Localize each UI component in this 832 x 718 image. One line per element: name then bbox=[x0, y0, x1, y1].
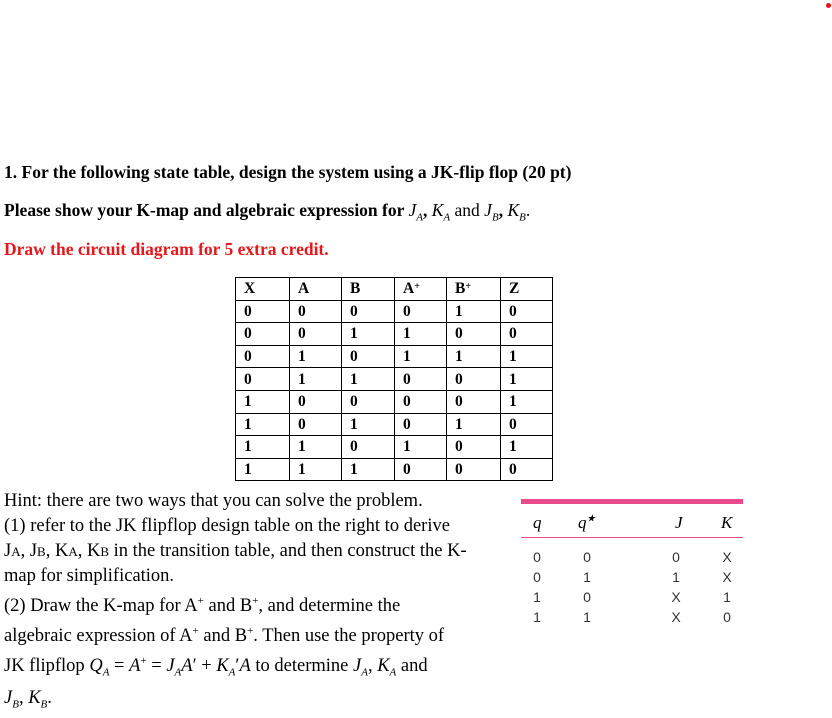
state-table-header bbox=[236, 278, 553, 301]
state-table-cell: 1 bbox=[342, 458, 395, 481]
state-table-row bbox=[236, 300, 553, 323]
state-table-cell: 0 bbox=[395, 413, 447, 436]
state-table-cell: 0 bbox=[447, 390, 501, 413]
hint-line: (1) refer to the JK flipflop design table on the right to derive bbox=[4, 516, 450, 536]
hint-line: JK flipflop $Q_A = A^+ = J_AA' + K_A'A$ to determine $J_A$, $K_A$ and bbox=[4, 655, 428, 680]
state-table-cell: 1 bbox=[236, 390, 290, 413]
state-table-cell: 1 bbox=[342, 323, 395, 346]
jk-table-cell: 0 bbox=[533, 549, 541, 565]
state-table-cell: 0 bbox=[501, 458, 553, 481]
jk-table-cell: X bbox=[722, 549, 732, 565]
state-table-cell: 1 bbox=[236, 458, 290, 481]
jk-header-q: q bbox=[533, 513, 542, 532]
jk-table-cell: 1 bbox=[583, 609, 591, 625]
state-table-cell: 1 bbox=[501, 436, 553, 459]
jk-table-top-bar bbox=[521, 499, 743, 504]
jk-excitation-table bbox=[521, 499, 743, 639]
jk-header-rule bbox=[521, 537, 743, 538]
state-table-row bbox=[236, 368, 553, 391]
header-z: Z bbox=[501, 278, 553, 301]
state-table-cell: 0 bbox=[447, 436, 501, 459]
state-table-cell: 0 bbox=[447, 458, 501, 481]
kmap-prompt-text: Please show your K-map and algebraic expression for bbox=[4, 200, 405, 220]
state-table-cell: 0 bbox=[342, 345, 395, 368]
state-table-cell: 1 bbox=[395, 323, 447, 346]
state-table-row bbox=[236, 436, 553, 459]
state-table-cell: 0 bbox=[236, 300, 290, 323]
state-table-cell: 1 bbox=[501, 345, 553, 368]
hint-line: map for simplification. bbox=[4, 566, 175, 586]
state-table bbox=[235, 277, 553, 481]
state-table-cell: 1 bbox=[501, 368, 553, 391]
header-b: B bbox=[342, 278, 395, 301]
state-table-cell: 0 bbox=[290, 300, 342, 323]
state-table-cell: 1 bbox=[395, 345, 447, 368]
jk-table-cell: 0 bbox=[583, 589, 591, 605]
state-table-cell: 1 bbox=[290, 345, 342, 368]
jk-table-cell: X bbox=[722, 569, 732, 585]
jk-table-cell: 0 bbox=[672, 549, 680, 565]
state-table-cell: 0 bbox=[236, 368, 290, 391]
red-dot-mark bbox=[826, 3, 831, 8]
jk-table-cell: 0 bbox=[583, 549, 591, 565]
state-table-cell: 1 bbox=[236, 413, 290, 436]
state-table-cell: 1 bbox=[501, 390, 553, 413]
state-table-cell: 1 bbox=[290, 436, 342, 459]
state-table-cell: 0 bbox=[236, 345, 290, 368]
header-a: A bbox=[290, 278, 342, 301]
jk-table-cell: 0 bbox=[533, 569, 541, 585]
hint-text bbox=[4, 489, 514, 718]
state-table-cell: 0 bbox=[290, 390, 342, 413]
state-table-cell: 0 bbox=[290, 323, 342, 346]
header-b-plus: B+ bbox=[447, 278, 501, 301]
state-table-cell: 1 bbox=[447, 345, 501, 368]
jk-header-q-next: q★ bbox=[578, 513, 596, 532]
hint-line: Hint: there are two ways that you can solve the problem. bbox=[4, 491, 423, 511]
jk-table-cell: 1 bbox=[533, 589, 541, 605]
state-table-cell: 0 bbox=[501, 413, 553, 436]
jk-table-cell: 1 bbox=[672, 569, 680, 585]
jk-table-cell: 1 bbox=[533, 609, 541, 625]
jk-table-cell: 1 bbox=[583, 569, 591, 585]
jk-table-cell: X bbox=[671, 609, 681, 625]
jk-table-cell: 1 bbox=[723, 589, 731, 605]
state-table-cell: 0 bbox=[501, 300, 553, 323]
state-table-cell: 0 bbox=[501, 323, 553, 346]
kmap-prompt-vars: $J_A$, $K_A$ and $J_B$, $K_B$. bbox=[408, 200, 531, 224]
jk-header-k: K bbox=[721, 513, 733, 532]
state-table-cell: 1 bbox=[395, 436, 447, 459]
jk-table-cell: X bbox=[671, 589, 681, 605]
kmap-prompt bbox=[4, 200, 530, 224]
state-table-cell: 0 bbox=[447, 368, 501, 391]
state-table-cell: 0 bbox=[342, 436, 395, 459]
header-x: X bbox=[236, 278, 290, 301]
jk-table-cell: 0 bbox=[723, 609, 731, 625]
state-table-cell: 0 bbox=[290, 413, 342, 436]
state-table-cell: 1 bbox=[290, 458, 342, 481]
state-table-row bbox=[236, 345, 553, 368]
state-table-cell: 0 bbox=[342, 390, 395, 413]
state-table-cell: 0 bbox=[395, 458, 447, 481]
hint-line: (2) Draw the K-map for A+ and B+, and determine the bbox=[4, 595, 401, 617]
hint-line: JA, JB, KA, KB in the transition table, and then construct the K- bbox=[4, 541, 467, 561]
state-table-row bbox=[236, 458, 553, 481]
jk-header-j: J bbox=[675, 513, 683, 532]
state-table-cell: 1 bbox=[236, 436, 290, 459]
state-table-row bbox=[236, 413, 553, 436]
state-table-cell: 0 bbox=[395, 390, 447, 413]
state-table-cell: 0 bbox=[236, 323, 290, 346]
extra-credit-note: Draw the circuit diagram for 5 extra credit. bbox=[4, 239, 329, 259]
state-table-cell: 0 bbox=[395, 300, 447, 323]
state-table-cell: 0 bbox=[342, 300, 395, 323]
state-table-cell: 0 bbox=[395, 368, 447, 391]
state-table-row bbox=[236, 390, 553, 413]
question-title: 1. For the following state table, design the system using a JK-flip flop (20 pt) bbox=[4, 162, 572, 182]
state-table-cell: 1 bbox=[447, 300, 501, 323]
state-table-cell: 1 bbox=[290, 368, 342, 391]
state-table-cell: 1 bbox=[447, 413, 501, 436]
state-table-cell: 0 bbox=[447, 323, 501, 346]
state-table-row bbox=[236, 323, 553, 346]
hint-line: $J_B$, $K_B$. bbox=[4, 688, 52, 711]
hint-line: algebraic expression of A+ and B+. Then use the property of bbox=[4, 625, 445, 647]
header-a-plus: A+ bbox=[395, 278, 447, 301]
state-table-cell: 1 bbox=[342, 368, 395, 391]
state-table-cell: 1 bbox=[342, 413, 395, 436]
